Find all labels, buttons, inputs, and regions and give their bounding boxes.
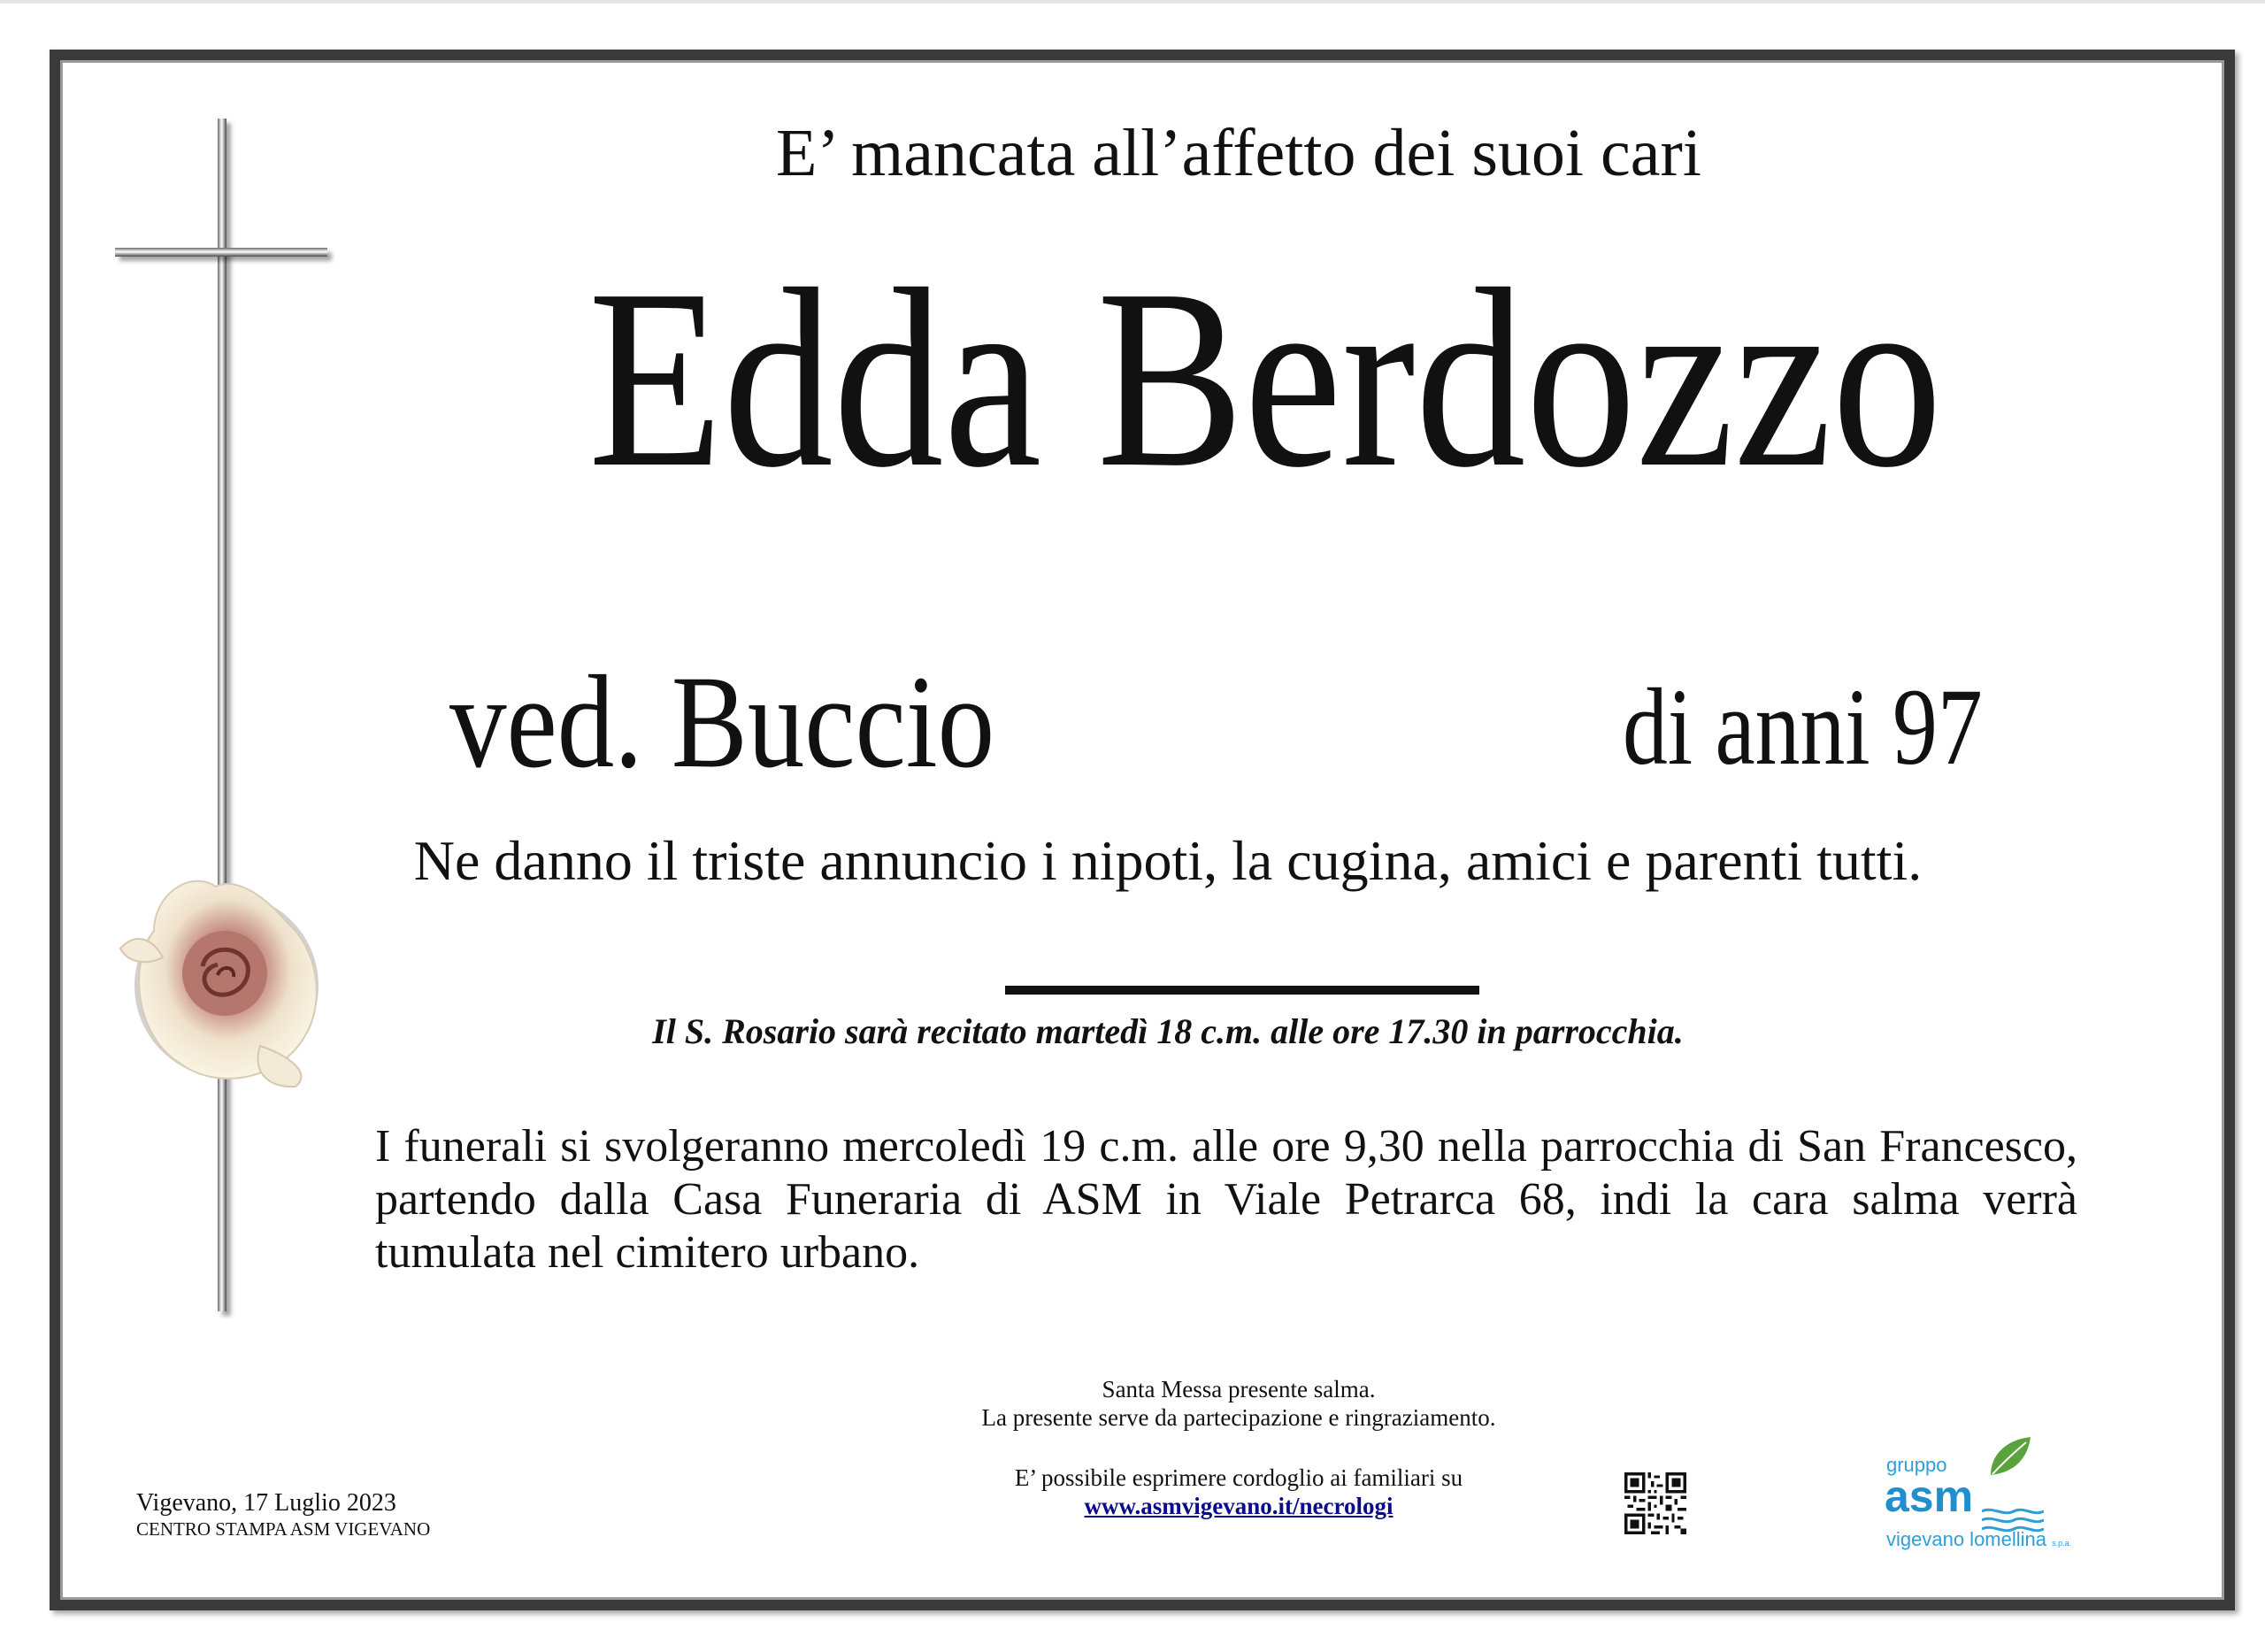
qr-code-icon — [1624, 1472, 1686, 1534]
cross-icon — [218, 119, 226, 1311]
logo-vigevano-lomellina — [1886, 1529, 2071, 1554]
leaf-icon — [1982, 1435, 2035, 1479]
condolence-text: E’ possibile esprimere cordoglio ai familiari su — [1014, 1464, 1463, 1491]
deceased-name: Edda Berdozzo — [587, 236, 1943, 520]
divider — [1005, 986, 1479, 995]
logo-gruppo: gruppo — [1886, 1454, 1947, 1476]
logo-spa: s.p.a. — [2052, 1539, 2072, 1548]
logo-bottom-text: vigevano lomellina — [1886, 1528, 2046, 1550]
mass-line-1: Santa Messa presente salma. — [1102, 1376, 1376, 1402]
logo-asm: asm — [1885, 1471, 1974, 1521]
funeral-details: I funerali si svolgeranno mercoledì 19 c.m. alle ore 9,30 nella parrocchia di San Francesco, partendo dalla Casa Funeraria di ASM in Viale Petrarca 68, indi la cara salma verrà tumulata nel cimitero urbano. — [375, 1121, 2077, 1278]
intro-line: E’ mancata all’affetto dei suoi cari — [776, 116, 1701, 190]
rosary-notice: Il S. Rosario sarà recitato martedì 18 c.m. alle ore 17.30 in parrocchia. — [652, 1011, 1684, 1051]
cross-arm — [115, 248, 327, 257]
condolence-note — [796, 1464, 1681, 1520]
mass-note — [796, 1375, 1681, 1432]
place-date: Vigevano, 17 Luglio 2023 — [136, 1489, 396, 1517]
rose-icon — [119, 869, 327, 1092]
age: di anni 97 — [1623, 666, 1983, 788]
announcement: Ne danno il triste annuncio i nipoti, la cugina, amici e parenti tutti. — [413, 829, 1923, 892]
widow-of: ved. Buccio — [449, 649, 995, 795]
printer-credit: CENTRO STAMPA ASM VIGEVANO — [136, 1518, 431, 1540]
necrologi-link[interactable]: www.asmvigevano.it/necrologi — [1084, 1493, 1394, 1519]
mass-line-2: La presente serve da partecipazione e ringraziamento. — [981, 1404, 1496, 1431]
top-edge-rule — [0, 0, 2265, 4]
